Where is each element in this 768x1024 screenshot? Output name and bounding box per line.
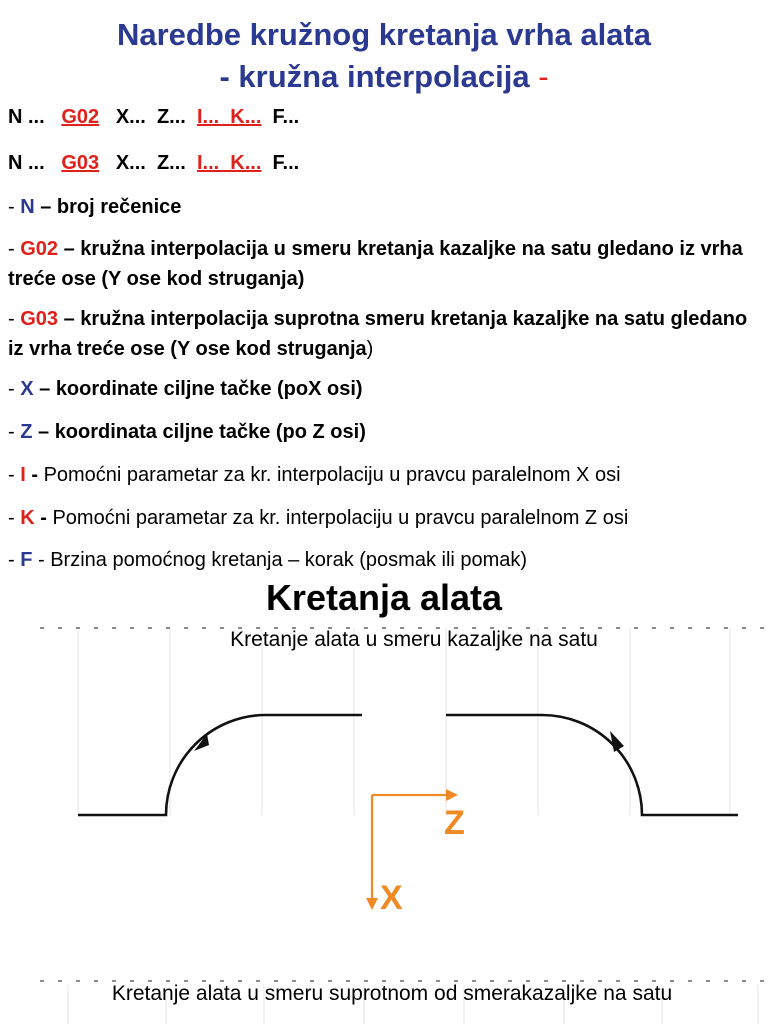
definition-text: broj rečenice [56, 196, 182, 218]
definition-dash: - [8, 378, 21, 400]
syntax-xz: X... Z... [115, 106, 186, 128]
definition-dash: - [8, 549, 21, 571]
syntax-xz: X... Z... [115, 152, 186, 174]
definition-code: I [20, 464, 26, 486]
definition-x [8, 374, 760, 404]
definition-dash: - [8, 464, 21, 486]
definition-dash: - [8, 238, 21, 260]
z-axis-arrow-icon [446, 789, 458, 801]
definition-sep: – [34, 196, 57, 218]
definition-text: Pomoćni parametar za kr. interpolaciju u pravcu paralelnom Z osi [52, 507, 629, 529]
syntax-g-code: G02 [61, 106, 100, 128]
caption-counterclockwise: Kretanje alata u smeru suprotnom od smerakazaljke na satu [111, 982, 673, 1005]
syntax-row-g02 [8, 105, 299, 129]
definition-k [8, 503, 760, 533]
tool-path-diagram [0, 620, 768, 1024]
axis-label-x: X [380, 879, 403, 917]
syntax-f: F... [272, 152, 300, 174]
caption-clockwise: Kretanje alata u smeru kazaljke na satu [230, 628, 598, 651]
definition-g03 [8, 304, 760, 364]
definition-sep: – [58, 308, 81, 330]
definition-code: G02 [20, 238, 59, 260]
definition-dash: - [8, 421, 21, 443]
syntax-ik: I... K... [196, 152, 262, 174]
diagram-gridlines [68, 628, 758, 1024]
syntax-row-g03 [8, 151, 299, 175]
definition-dash: - [8, 196, 21, 218]
definition-sep: - [25, 464, 44, 486]
definition-text: kružna interpolacija u smeru kretanja kazaljke na satu gledano iz vrha treće ose (Y ose kod struganja) [8, 238, 743, 290]
definition-code: X [20, 378, 34, 400]
definition-dash: - [8, 308, 21, 330]
definition-code: G03 [20, 308, 59, 330]
syntax-n: N ... [8, 106, 45, 128]
definition-code: Z [20, 421, 33, 443]
slide-title-line-1: Naredbe kružnog kretanja vrha alata [116, 17, 652, 52]
definition-text: Brzina pomoćnog kretanja – korak (posmak ili pomak) [50, 549, 528, 571]
definition-sep: - [34, 507, 53, 529]
definition-i [8, 460, 760, 490]
slide-title-line-2-text: - kružna interpolacija [219, 59, 530, 94]
definition-text: Pomoćni parametar za kr. interpolaciju u pravcu paralelnom X osi [43, 464, 621, 486]
definition-dash: - [8, 507, 21, 529]
definition-g02 [8, 234, 760, 294]
definition-f [8, 545, 760, 575]
clockwise-tool-path [78, 715, 362, 815]
definition-code: F [20, 549, 33, 571]
axis-label-z: Z [444, 804, 465, 842]
definition-code: K [20, 507, 35, 529]
slide-title-line-2 [0, 59, 768, 95]
slide-title-line-2-suffix: - [538, 59, 549, 94]
x-axis-arrow-icon [366, 898, 378, 910]
syntax-f: F... [272, 106, 300, 128]
counterclockwise-arrow-head [610, 731, 624, 752]
definition-code: N [20, 196, 35, 218]
definition-tail: ) [366, 338, 374, 360]
definition-sep: – [58, 238, 81, 260]
definition-sep: – [32, 421, 55, 443]
definition-text: koordinata ciljne tačke (po Z osi) [54, 421, 366, 443]
definition-sep: – [33, 378, 56, 400]
definition-text: koordinate ciljne tačke (poX osi) [55, 378, 363, 400]
syntax-ik: I... K... [196, 106, 262, 128]
definition-z [8, 417, 760, 447]
syntax-g-code: G03 [61, 152, 100, 174]
definition-n [8, 192, 760, 222]
syntax-n: N ... [8, 152, 45, 174]
counterclockwise-tool-path [446, 715, 738, 815]
definition-text: kružna interpolacija suprotna smeru kretanja kazaljke na satu gledano iz vrha treće ose (Y ose kod struganja [8, 308, 748, 360]
definition-sep: - [32, 549, 51, 571]
section-heading: Kretanja alata [265, 577, 503, 618]
